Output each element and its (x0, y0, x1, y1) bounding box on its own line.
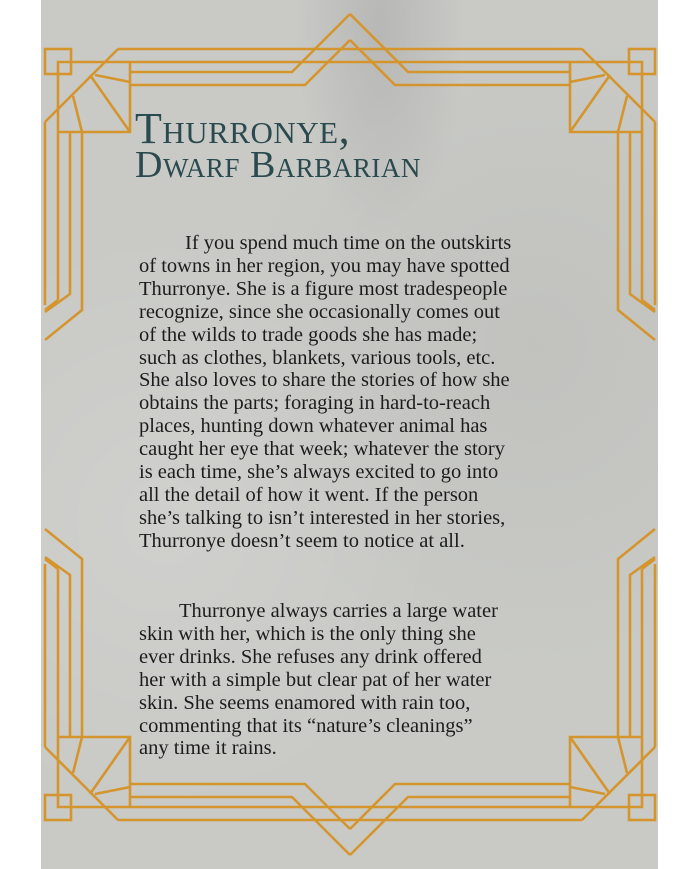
text-line: places, hunting down whatever animal has (139, 415, 488, 438)
text-line: caught her eye that week; whatever the story (139, 438, 505, 461)
text-line: skin with her, which is the only thing she (139, 622, 476, 645)
text-line: skin. She seems enamored with rain too, (139, 691, 471, 714)
text-line: Thurronye doesn’t seem to notice at all. (139, 529, 465, 552)
text-line: of the wilds to trade goods she has made; (139, 323, 478, 346)
text-line: her with a simple but clear pat of her water (139, 668, 492, 691)
title-character-name: Thurronye, (135, 104, 351, 153)
text-line: obtains the parts; foraging in hard-to-reach (139, 392, 491, 415)
text-line: such as clothes, blankets, various tools, etc. (139, 346, 496, 369)
text-line: all the detail of how it went. If the person (139, 483, 479, 506)
text-line: is each time, she’s always excited to go into (139, 461, 499, 484)
text-line: ever drinks. She refuses any drink offered (139, 645, 482, 668)
text-line: If you spend much time on the outskirts (185, 232, 512, 254)
text-line: any time it rains. (139, 737, 277, 760)
text-line: recognize, since she occasionally comes out (139, 300, 500, 323)
title-character-class: Dwarf Barbarian (135, 144, 421, 186)
text-line: Thurronye always carries a large water (179, 600, 498, 622)
text-line: Thurronye. She is a figure most tradespeople (139, 277, 508, 300)
text-line: She also loves to share the stories of how she (139, 369, 510, 392)
text-line: commenting that its “nature’s cleanings” (139, 714, 473, 737)
page-title (135, 104, 421, 186)
text-line: she’s talking to isn’t interested in her stories, (139, 506, 506, 529)
paragraph-water-skin (139, 600, 599, 760)
text-line: of towns in her region, you may have spotted (139, 254, 510, 277)
paragraph-background (139, 232, 599, 553)
